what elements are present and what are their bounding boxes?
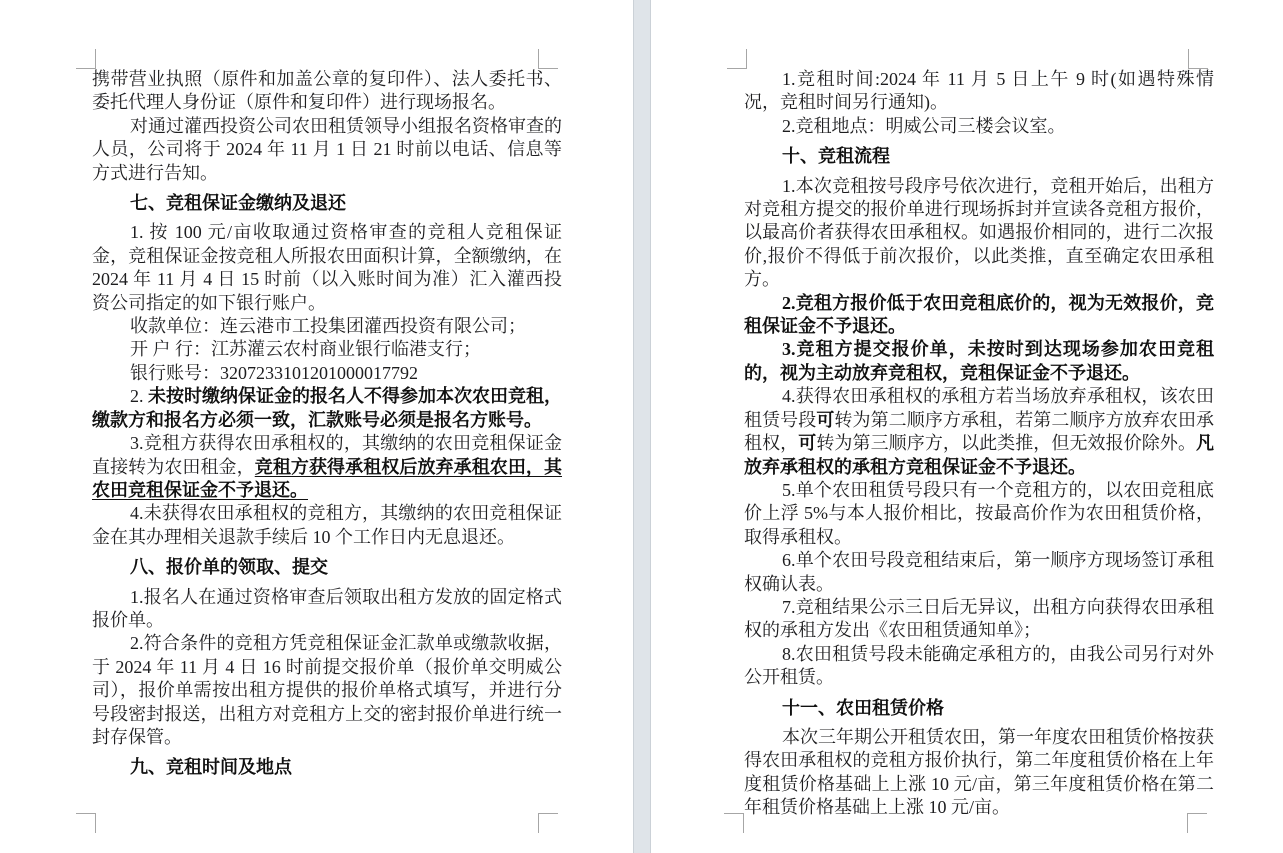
text-run: 2. [130, 386, 148, 407]
paragraph[interactable] [92, 315, 562, 338]
text-run: 对通过灌西投资公司农田租赁领导小组报名资格审查的人员，公司将于 2024 年 11 月 1 日 21 时前以电话、信息等方式进行告知。 [92, 115, 562, 183]
text-run: 可 [798, 433, 817, 454]
page-gap-divider [633, 0, 651, 853]
section-heading[interactable] [92, 756, 562, 779]
paragraph[interactable] [92, 632, 562, 749]
paragraph[interactable] [744, 726, 1214, 820]
text-run: 九、竞租时间及地点 [130, 757, 292, 778]
section-heading[interactable] [92, 556, 562, 579]
paragraph[interactable] [744, 292, 1214, 339]
text-run: 2.符合条件的竞租方凭竞租保证金汇款单或缴款收据，于 2024 年 11 月 4 日 16 时前提交报价单（报价单交明威公司），报价单需按出租方提供的报价单格式填写，并进行分号段密封报送，出租方对竞租方上交的密封报价单进行统一封存保管。 [92, 633, 562, 747]
paragraph[interactable] [92, 115, 562, 185]
paragraph[interactable] [92, 221, 562, 315]
text-run: 转为第二顺序方承租，若第二顺序方放弃农田承租权， [744, 409, 1215, 454]
document-page-left[interactable] [92, 68, 562, 786]
text-run: 本次三年期公开租赁农田，第一年度农田租赁价格按获得农田承租权的竞租方报价执行，第二年度租赁价格在上年度租赁价格基础上上涨 10 元/亩，第三年度租赁价格在第二年租赁价格基础上上涨 10 元/亩。 [744, 726, 1214, 818]
section-heading[interactable] [744, 697, 1214, 720]
text-run: 1.报名人在通过资格审查后领取出租方发放的固定格式报价单。 [92, 586, 562, 630]
paragraph[interactable] [92, 362, 562, 385]
paragraph[interactable] [744, 115, 1214, 138]
text-run: 2.竞租方报价低于农田竞租底价的，视为无效报价，竞租保证金不予退还。 [744, 292, 1214, 337]
text-run: 七、竞租保证金缴纳及退还 [130, 193, 346, 214]
paragraph[interactable] [92, 502, 562, 549]
section-heading[interactable] [744, 145, 1214, 168]
paragraph[interactable] [92, 338, 562, 361]
text-run: 4.未获得农田承租权的竞租方，其缴纳的农田竞租保证金在其办理相关退款手续后 10 个工作日内无息退还。 [92, 503, 562, 547]
text-run: 银行账号：3207233101201000017792 [130, 362, 418, 383]
text-run: 可 [816, 409, 835, 430]
text-run: 凡放弃承租权的承租方竞租保证金不予退还。 [744, 433, 1215, 477]
text-run: 1.本次竞租按号段序号依次进行，竞租开始后，出租方对竞租方提交的报价单进行现场拆封并宣读各竞租方报价，以最高价者获得农田承租权。如遇报价相同的，进行二次报价,报价不得低于前次报价，以此类推，直至确定农田承租方。 [744, 175, 1214, 290]
text-boundary-mark [538, 813, 558, 833]
paragraph[interactable] [92, 586, 562, 633]
text-run: 1. 按 100 元/亩收取通过资格审查的竞租人竞租保证金，竞租保证金按竞租人所报农田面积计算，全额缴纳，在 2024 年 11 月 4 日 15 时前（以入账时间为准）汇入灌西投资公司指定的如下银行账户。 [92, 222, 562, 313]
paragraph[interactable] [744, 643, 1214, 690]
paragraph[interactable] [744, 596, 1214, 643]
text-run: 8.农田租赁号段未能确定承租方的，由我公司另行对外公开租赁。 [744, 643, 1214, 688]
text-run: 5.单个农田租赁号段只有一个竞租方的，以农田竞租底价上浮 5%与本人报价相比，按最高价作为农田租赁价格，取得承租权。 [744, 479, 1214, 547]
text-run: 3.竞租方获得农田承租权的，其缴纳的农田竞租保证金直接转为农田租金， [92, 433, 562, 477]
text-run: 携带营业执照（原件和加盖公章的复印件）、法人委托书、委托代理人身份证（原件和复印件）进行现场报名。 [92, 69, 562, 113]
paragraph[interactable] [92, 68, 562, 115]
text-boundary-mark [538, 49, 558, 69]
text-run: 开 户 行：江苏灌云农村商业银行临港支行； [130, 339, 481, 360]
text-run: 十一、农田租赁价格 [782, 697, 944, 718]
text-boundary-mark [727, 49, 747, 69]
text-run: 3.竞租方提交报价单，未按时到达现场参加农田竞租的，视为主动放弃竞租权，竞租保证金不予退还。 [744, 339, 1214, 383]
text-run: 竞租方获得承租权后放弃承租农田，其农田竞租保证金不予退还。 [92, 456, 563, 500]
paragraph[interactable] [92, 432, 562, 502]
text-run: 收款单位：连云港市工投集团灌西投资有限公司； [130, 316, 526, 337]
paragraph[interactable] [744, 68, 1214, 115]
text-boundary-mark [76, 49, 96, 69]
paragraph[interactable] [92, 385, 562, 432]
text-run: 7.竞租结果公示三日后无异议，出租方向获得农田承租权的承租方发出《农田租赁通知单》； [744, 596, 1214, 641]
text-run: 八、报价单的领取、提交 [130, 557, 328, 578]
paragraph[interactable] [744, 338, 1214, 385]
paragraph[interactable] [744, 479, 1214, 549]
text-run: 转为第三顺序方，以此类推，但无效报价除外。 [816, 433, 1197, 454]
document-page-right[interactable] [744, 68, 1214, 820]
text-boundary-mark [1188, 49, 1208, 69]
text-run: 4.获得农田承租权的承租方若当场放弃承租权，该农田租赁号段 [744, 386, 1214, 430]
text-run: 6.单个农田号段竞租结束后，第一顺序方现场签订承租权确认表。 [744, 550, 1214, 594]
text-run: 未按时缴纳保证金的报名人不得参加本次农田竞租，缴款方和报名方必须一致，汇款账号必须是报名方账号。 [92, 386, 562, 430]
text-run: 2.竞租地点：明威公司三楼会议室。 [782, 115, 1066, 136]
text-run: 1.竞租时间:2024 年 11 月 5 日上午 9 时(如遇特殊情况，竞租时间另行通知)。 [744, 69, 1214, 113]
paragraph[interactable] [744, 175, 1214, 292]
paragraph[interactable] [744, 549, 1214, 596]
section-heading[interactable] [92, 192, 562, 215]
text-boundary-mark [724, 813, 744, 833]
text-run: 十、竞租流程 [782, 146, 890, 167]
paragraph[interactable] [744, 385, 1214, 479]
text-boundary-mark [76, 813, 96, 833]
